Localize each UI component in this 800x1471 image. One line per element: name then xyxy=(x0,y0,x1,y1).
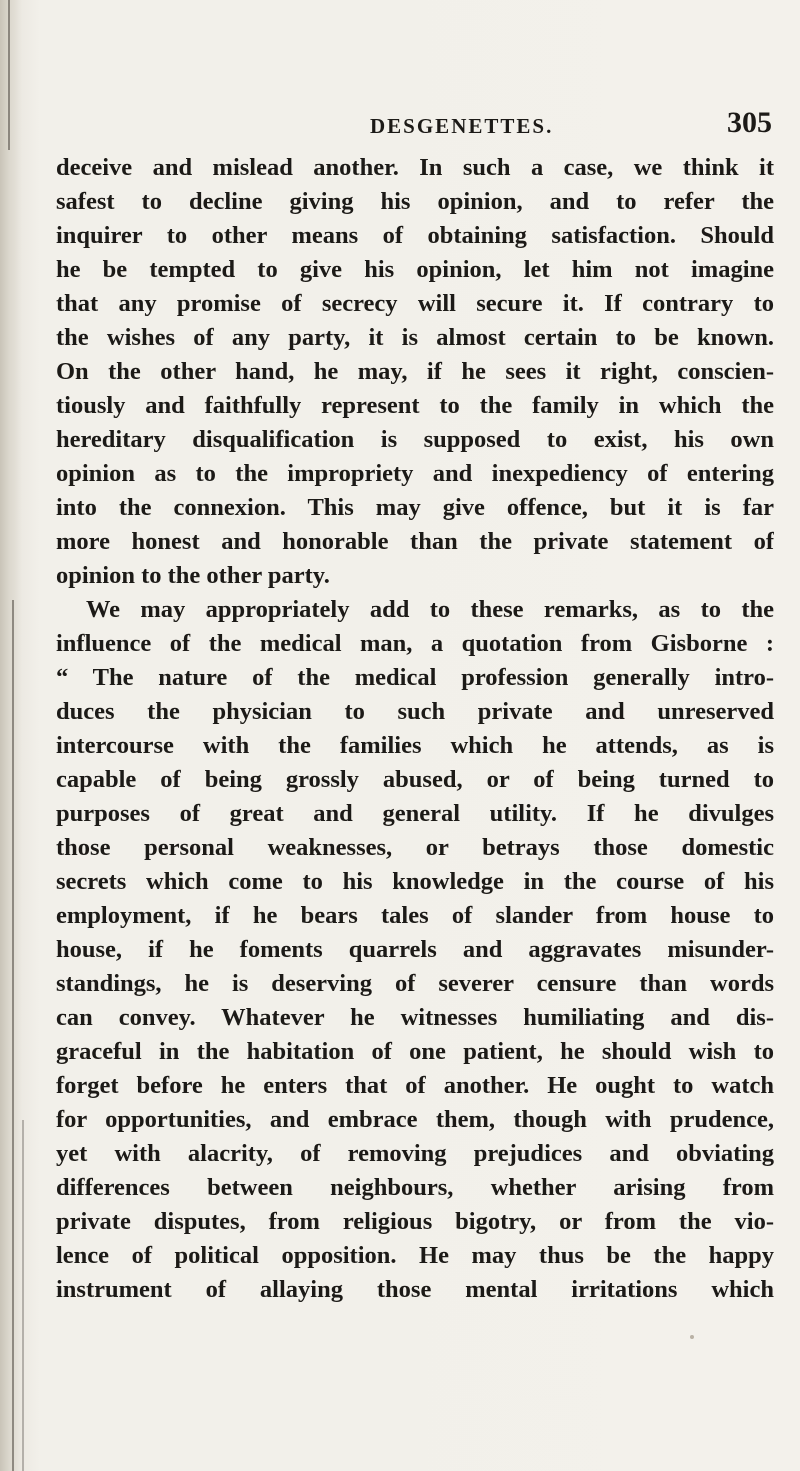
text-line: duces the physician to such private and unreserved xyxy=(56,698,774,725)
text-line: secrets which come to his knowledge in the course of his xyxy=(56,868,774,895)
text-line: deceive and mislead another. In such a case, we think it xyxy=(56,154,774,181)
text-line: “ The nature of the medical profession generally intro- xyxy=(56,664,774,691)
text-line: that any promise of secrecy will secure it. If contrary to xyxy=(56,290,774,317)
text-line: capable of being grossly abused, or of being turned to xyxy=(56,766,774,793)
text-line: graceful in the habitation of one patient, he should wish to xyxy=(56,1038,774,1065)
running-head: DESGENETTES. xyxy=(370,114,554,138)
binding-gutter xyxy=(0,0,22,1471)
text-line: tiously and faithfully represent to the family in which the xyxy=(56,392,774,419)
text-line: influence of the medical man, a quotation from Gisborne : xyxy=(56,630,774,657)
text-line: We may appropriately add to these remarks, as to the xyxy=(86,596,774,623)
text-line: yet with alacrity, of removing prejudices and obviating xyxy=(56,1140,774,1167)
text-line: more honest and honorable than the private statement of xyxy=(56,528,774,555)
text-line: he be tempted to give his opinion, let him not imagine xyxy=(56,256,774,283)
text-line: opinion to the other party. xyxy=(56,562,330,589)
text-line: opinion as to the impropriety and inexpediency of entering xyxy=(56,460,774,487)
text-line: hereditary disqualification is supposed to exist, his own xyxy=(56,426,774,453)
text-line: On the other hand, he may, if he sees it right, conscien- xyxy=(56,358,774,385)
text-line: those personal weaknesses, or betrays those domestic xyxy=(56,834,774,861)
body-text xyxy=(56,151,774,1307)
text-line: into the connexion. This may give offence, but it is far xyxy=(56,494,774,521)
binding-shadow-line xyxy=(12,600,14,1471)
text-line: can convey. Whatever he witnesses humiliating and dis- xyxy=(56,1004,774,1031)
paper-speck xyxy=(690,1335,694,1339)
page-number: 305 xyxy=(727,106,772,139)
text-line: intercourse with the families which he attends, as is xyxy=(56,732,774,759)
text-line: employment, if he bears tales of slander from house to xyxy=(56,902,774,929)
text-line: inquirer to other means of obtaining satisfaction. Should xyxy=(56,222,774,249)
binding-shadow-line xyxy=(22,1120,24,1471)
text-line: instrument of allaying those mental irritations which xyxy=(56,1276,774,1303)
text-line: house, if he foments quarrels and aggravates misunder- xyxy=(56,936,774,963)
text-line: lence of political opposition. He may thus be the happy xyxy=(56,1242,774,1269)
text-line: private disputes, from religious bigotry, or from the vio- xyxy=(56,1208,774,1235)
text-line: for opportunities, and embrace them, though with prudence, xyxy=(56,1106,774,1133)
page-header xyxy=(0,106,800,146)
text-line: the wishes of any party, it is almost certain to be known. xyxy=(56,324,774,351)
text-line: standings, he is deserving of severer censure than words xyxy=(56,970,774,997)
text-line: differences between neighbours, whether arising from xyxy=(56,1174,774,1201)
text-line: forget before he enters that of another. He ought to watch xyxy=(56,1072,774,1099)
text-line: purposes of great and general utility. If he divulges xyxy=(56,800,774,827)
text-line: safest to decline giving his opinion, and to refer the xyxy=(56,188,774,215)
